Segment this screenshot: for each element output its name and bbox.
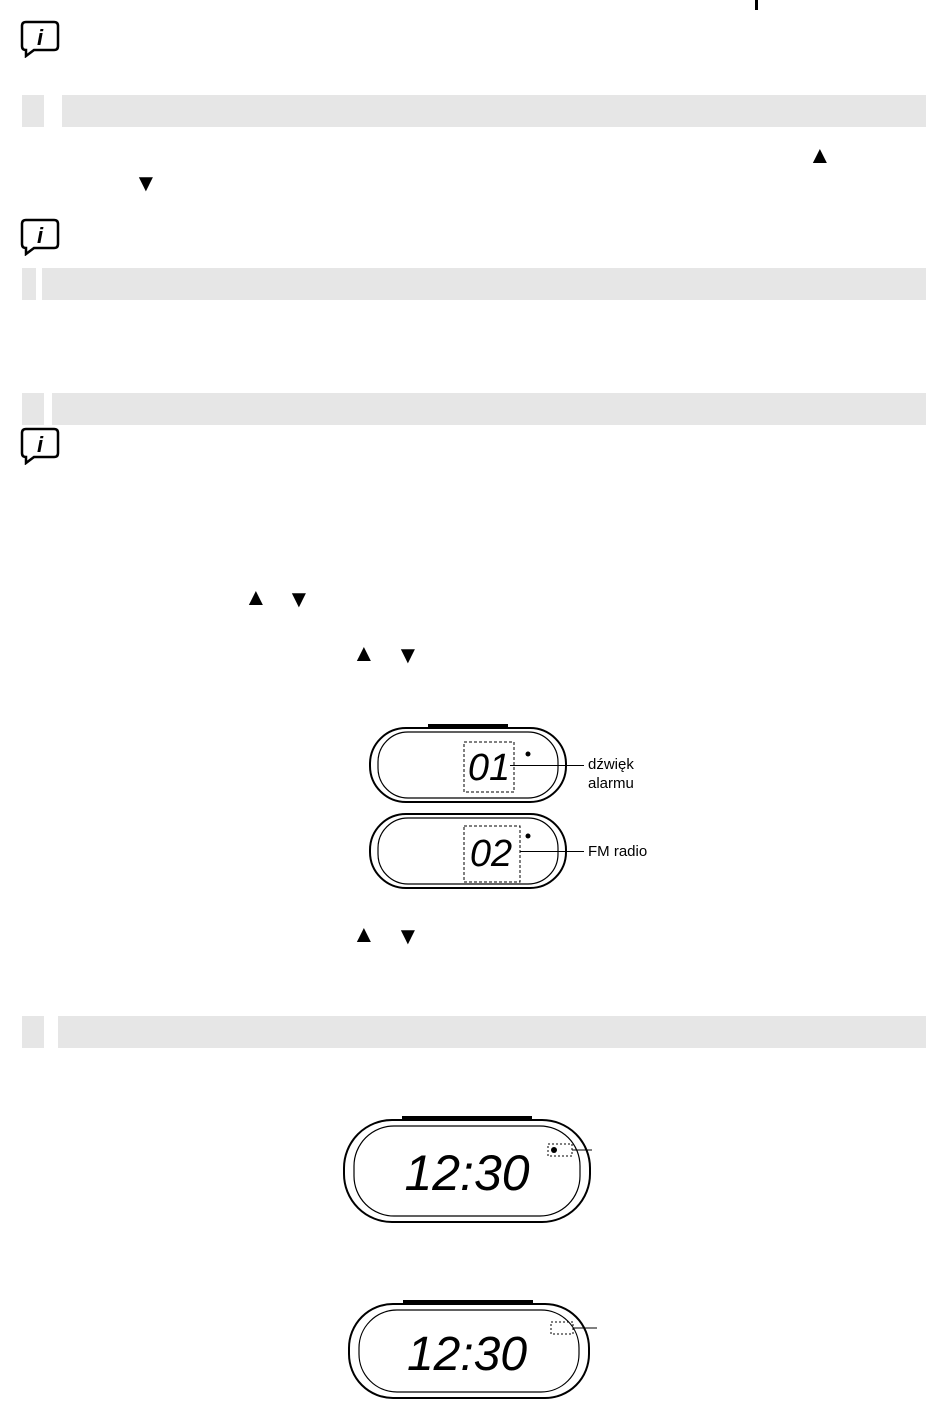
clock-display-large-1 (342, 1112, 592, 1226)
up-arrow-icon: ▲ (808, 142, 832, 169)
clock-display-small-01 (368, 722, 568, 806)
display-digits: 01 (467, 747, 511, 789)
svg-text:i: i (36, 432, 44, 457)
section-number-box (22, 268, 36, 300)
callout-label: FM radio (588, 843, 648, 860)
display-time: 12:30 (404, 1145, 530, 1201)
up-arrow-icon: ▲ (352, 640, 376, 667)
clock-display-small-02 (368, 810, 568, 894)
up-arrow-icon: ▲ (244, 584, 268, 611)
section-header-bar (58, 1016, 926, 1048)
svg-text:i: i (36, 25, 44, 50)
callout-label-line2: alarmu (588, 775, 634, 792)
display-digits: 02 (469, 833, 513, 875)
section-number-box (22, 393, 44, 425)
down-arrow-icon: ▼ (396, 923, 420, 950)
display-time: 12:30 (406, 1328, 528, 1381)
svg-text:i: i (36, 223, 44, 248)
info-icon (20, 18, 60, 58)
margin-mark (755, 0, 758, 10)
section-header-bar (52, 393, 926, 425)
down-arrow-icon: ▼ (396, 642, 420, 669)
down-arrow-icon: ▼ (134, 170, 158, 197)
callout-label-line1: dźwięk (588, 756, 634, 773)
up-arrow-icon: ▲ (352, 921, 376, 948)
callout-line (510, 765, 584, 766)
callout-line (520, 851, 584, 852)
down-arrow-icon: ▼ (287, 586, 311, 613)
section-number-box (22, 1016, 44, 1048)
section-header-bar (42, 268, 926, 300)
info-icon (20, 425, 60, 465)
section-number-box (22, 95, 44, 127)
section-header-bar (62, 95, 926, 127)
info-icon (20, 216, 60, 256)
clock-display-large-2 (347, 1298, 597, 1401)
